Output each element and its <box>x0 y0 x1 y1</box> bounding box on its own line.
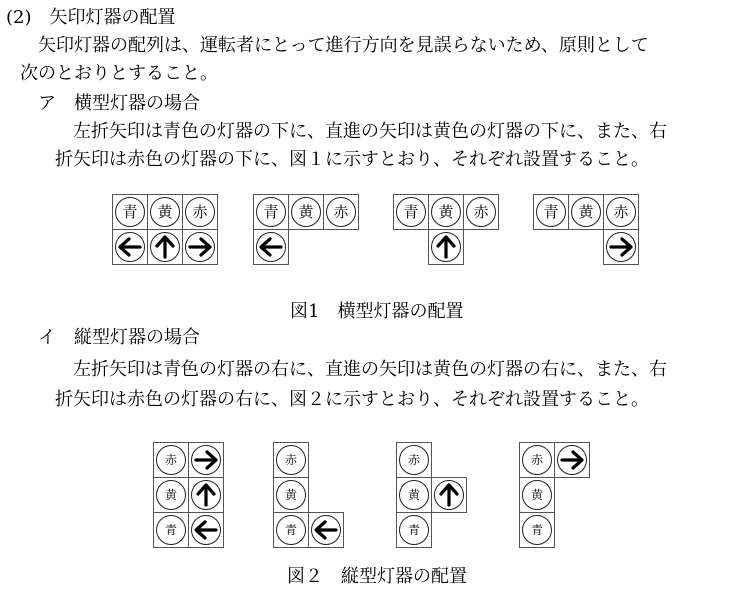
vertical-heading <box>38 326 200 350</box>
vertical-body-line-2: 折矢印は赤色の灯器の右に、図２に示すとおり、それぞれ設置すること。 <box>55 389 649 410</box>
arrow-lamp <box>253 229 289 265</box>
lamp-red-label: 赤 <box>185 197 215 227</box>
arrow-lamp <box>188 477 224 513</box>
vertical-body-line-1: 左折矢印は青色の灯器の右に、直進の矢印は黄色の灯器の右に、また、右 <box>73 359 667 380</box>
horizontal-marker: ア <box>38 93 56 114</box>
lamp-blue-label: 青 <box>276 515 306 545</box>
lamp-yellow <box>428 194 464 230</box>
arrow-up-icon <box>431 232 461 262</box>
lamp-red <box>519 442 555 478</box>
arrow-lamp <box>431 477 467 513</box>
arrow-lamp <box>554 442 590 478</box>
arrow-lamp <box>603 229 639 265</box>
vertical-heading-text: 縦型灯器の場合 <box>74 327 200 348</box>
lamp-red <box>273 442 309 478</box>
horizontal-heading-text: 横型灯器の場合 <box>74 93 200 114</box>
intro-line-2: 次のとおりとすること。 <box>20 63 218 84</box>
section-title: 矢印灯器の配置 <box>49 7 176 28</box>
lamp-red-label: 赤 <box>276 445 306 475</box>
lamp-yellow-label: 黄 <box>291 197 321 227</box>
intro-line-1: 矢印灯器の配列は、運転者にとって進行方向を見誤らないため、原則として <box>38 35 649 56</box>
lamp-red <box>463 194 499 230</box>
lamp-red <box>153 442 189 478</box>
arrow-right-icon <box>191 445 221 475</box>
lamp-yellow-label: 黄 <box>150 197 180 227</box>
lamp-yellow <box>568 194 604 230</box>
lamp-blue-label: 青 <box>536 197 566 227</box>
lamp-blue-label: 青 <box>256 197 286 227</box>
lamp-yellow <box>147 194 183 230</box>
arrow-left-icon <box>115 232 145 262</box>
lamp-blue-label: 青 <box>399 515 429 545</box>
arrow-up-icon <box>434 480 464 510</box>
lamp-yellow-label: 黄 <box>431 197 461 227</box>
arrow-lamp <box>112 229 148 265</box>
lamp-blue <box>153 512 189 548</box>
lamp-yellow-label: 黄 <box>522 480 552 510</box>
lamp-yellow <box>396 477 432 513</box>
lamp-yellow-label: 黄 <box>399 480 429 510</box>
section-heading <box>6 6 176 30</box>
lamp-blue-label: 青 <box>522 515 552 545</box>
arrow-right-icon <box>557 445 587 475</box>
arrow-left-icon <box>191 515 221 545</box>
lamp-red-label: 赤 <box>466 197 496 227</box>
horizontal-heading <box>38 92 200 116</box>
arrow-lamp <box>188 442 224 478</box>
arrow-lamp <box>308 512 344 548</box>
lamp-blue <box>253 194 289 230</box>
lamp-yellow <box>288 194 324 230</box>
lamp-red-label: 赤 <box>156 445 186 475</box>
lamp-blue-label: 青 <box>156 515 186 545</box>
arrow-up-icon <box>191 480 221 510</box>
lamp-blue <box>273 512 309 548</box>
arrow-lamp <box>428 229 464 265</box>
lamp-red <box>182 194 218 230</box>
lamp-blue <box>396 512 432 548</box>
lamp-yellow-label: 黄 <box>571 197 601 227</box>
lamp-yellow <box>519 477 555 513</box>
lamp-red-label: 赤 <box>522 445 552 475</box>
lamp-yellow <box>153 477 189 513</box>
lamp-blue-label: 青 <box>396 197 426 227</box>
lamp-red <box>603 194 639 230</box>
lamp-red-label: 赤 <box>606 197 636 227</box>
section-number: (2) <box>6 7 32 28</box>
arrow-lamp <box>182 229 218 265</box>
arrow-left-icon <box>311 515 341 545</box>
lamp-blue-label: 青 <box>115 197 145 227</box>
vertical-marker: イ <box>38 327 56 348</box>
lamp-blue <box>112 194 148 230</box>
lamp-yellow <box>273 477 309 513</box>
figure-2-caption: 図２ 縦型灯器の配置 <box>287 566 467 587</box>
lamp-blue <box>533 194 569 230</box>
lamp-red <box>396 442 432 478</box>
lamp-blue <box>519 512 555 548</box>
lamp-yellow-label: 黄 <box>156 480 186 510</box>
horizontal-body-line-1: 左折矢印は青色の灯器の下に、直進の矢印は黄色の灯器の下に、また、右 <box>73 121 667 142</box>
lamp-red-label: 赤 <box>326 197 356 227</box>
lamp-blue <box>393 194 429 230</box>
arrow-right-icon <box>185 232 215 262</box>
arrow-left-icon <box>256 232 286 262</box>
lamp-red <box>323 194 359 230</box>
arrow-lamp <box>188 512 224 548</box>
arrow-right-icon <box>606 232 636 262</box>
arrow-lamp <box>147 229 183 265</box>
figure-1-caption: 図1 横型灯器の配置 <box>290 301 464 322</box>
lamp-red-label: 赤 <box>399 445 429 475</box>
horizontal-body-line-2: 折矢印は赤色の灯器の下に、図１に示すとおり、それぞれ設置すること。 <box>55 149 649 170</box>
lamp-yellow-label: 黄 <box>276 480 306 510</box>
arrow-up-icon <box>150 232 180 262</box>
